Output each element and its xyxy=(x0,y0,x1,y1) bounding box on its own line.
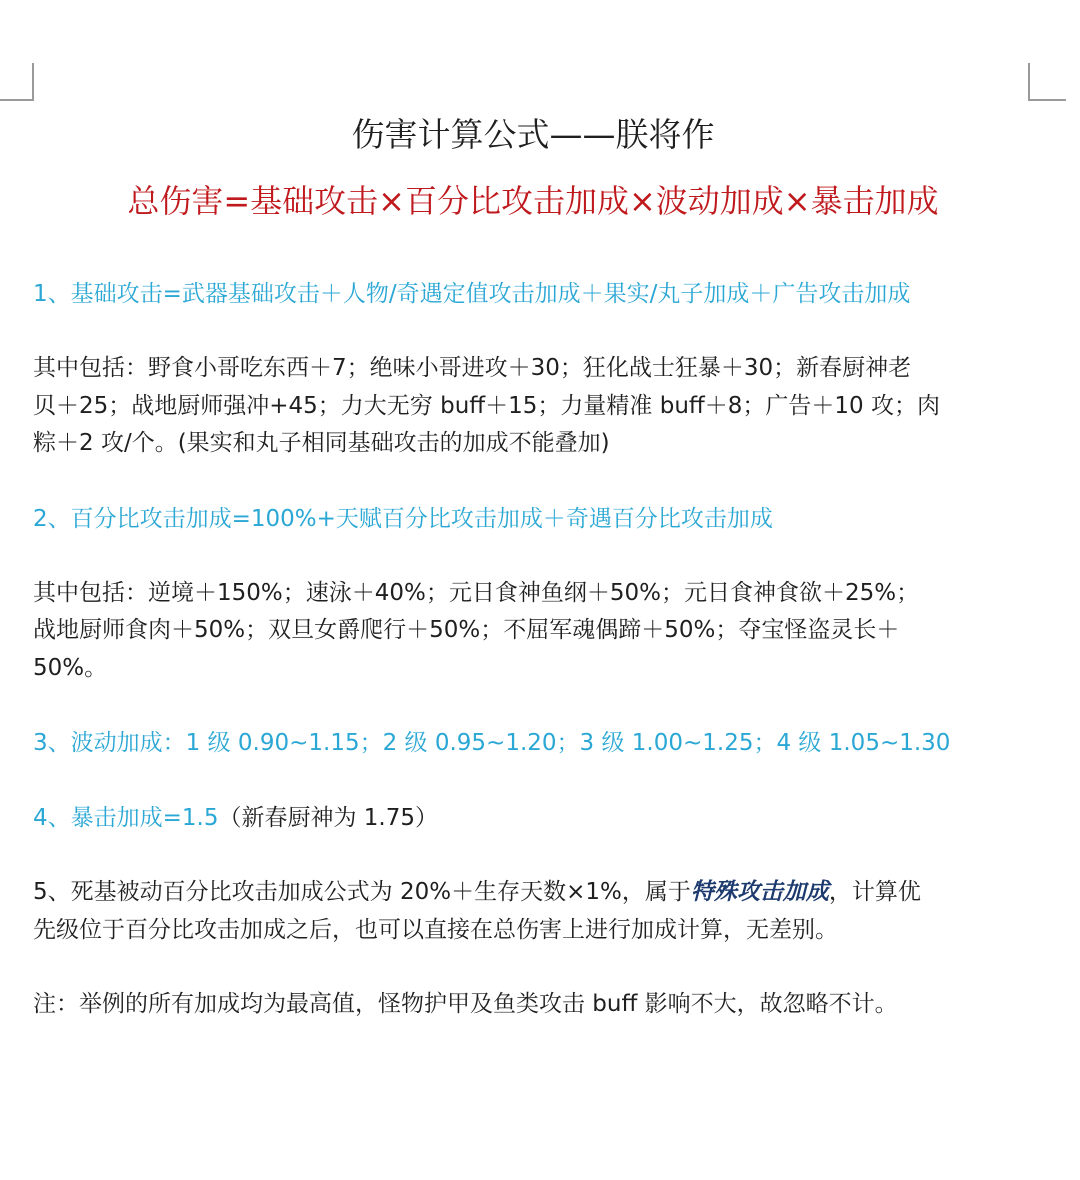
total-damage-formula: 总伤害=基础攻击×百分比攻击加成×波动加成×暴击加成 xyxy=(127,182,939,220)
section-2-line: 50%。 xyxy=(33,654,108,681)
section-1-heading: 1、基础攻击=武器基础攻击＋人物/奇遇定值攻击加成＋果实/丸子加成＋广告攻击加成 xyxy=(33,281,911,307)
section-2-heading: 2、百分比攻击加成=100%+天赋百分比攻击加成＋奇遇百分比攻击加成 xyxy=(33,505,773,532)
footnote-text: 注：举例的所有加成均为最高值，怪物护甲及鱼类攻击 buff 影响不大，故忽略不计。 xyxy=(33,991,898,1017)
section-5-text: 5、死基被动百分比攻击加成公式为 20%＋生存天数×1%，属于 xyxy=(33,879,691,905)
section-5-text: ，计算优 xyxy=(828,879,921,905)
document-body xyxy=(33,113,1033,1024)
section-2-details xyxy=(33,575,1033,688)
section-2-line: 战地厨师食肉＋50%；双旦女爵爬行＋50%；不屈军魂偶蹄＋50%；夺宝怪盗灵长＋ xyxy=(33,617,900,643)
section-1-line: 粽＋2 攻/个。(果实和丸子相同基础攻击的加成不能叠加) xyxy=(33,430,610,456)
section-4-heading xyxy=(33,799,1033,837)
section-5-line-1 xyxy=(33,874,1033,912)
section-1-details xyxy=(33,350,1033,463)
crop-mark-top-left xyxy=(0,63,34,101)
section-4-heading-text: 4、暴击加成=1.5 xyxy=(33,805,219,831)
section-5-paragraph xyxy=(33,874,1033,949)
section-2-line: 其中包括：逆境＋150%；速泳＋40%；元日食神鱼纲＋50%；元日食神食欲＋25%； xyxy=(33,579,920,606)
section-4-note: （新春厨神为 1.75） xyxy=(218,805,439,831)
section-1-line: 其中包括：野食小哥吃东西＋7；绝味小哥进攻＋30；狂化战士狂暴＋30；新春厨神老 xyxy=(33,355,912,381)
special-attack-bonus-term: 特殊攻击加成 xyxy=(690,879,829,905)
footnote xyxy=(33,986,1033,1024)
document-title: 伤害计算公式——朕将作 xyxy=(351,115,715,154)
section-5-line-2: 先级位于百分比攻击加成之后，也可以直接在总伤害上进行加成计算，无差别。 xyxy=(33,916,838,943)
crop-mark-top-right xyxy=(1028,63,1066,101)
section-3-heading: 3、波动加成：1 级 0.90~1.15；2 级 0.95~1.20；3 级 1.00~1.25；4 级 1.05~1.30 xyxy=(33,730,951,756)
section-1-line: 贝＋25；战地厨师强冲+45；力大无穷 buff＋15；力量精准 buff＋8；广告＋10 攻；肉 xyxy=(33,392,940,419)
